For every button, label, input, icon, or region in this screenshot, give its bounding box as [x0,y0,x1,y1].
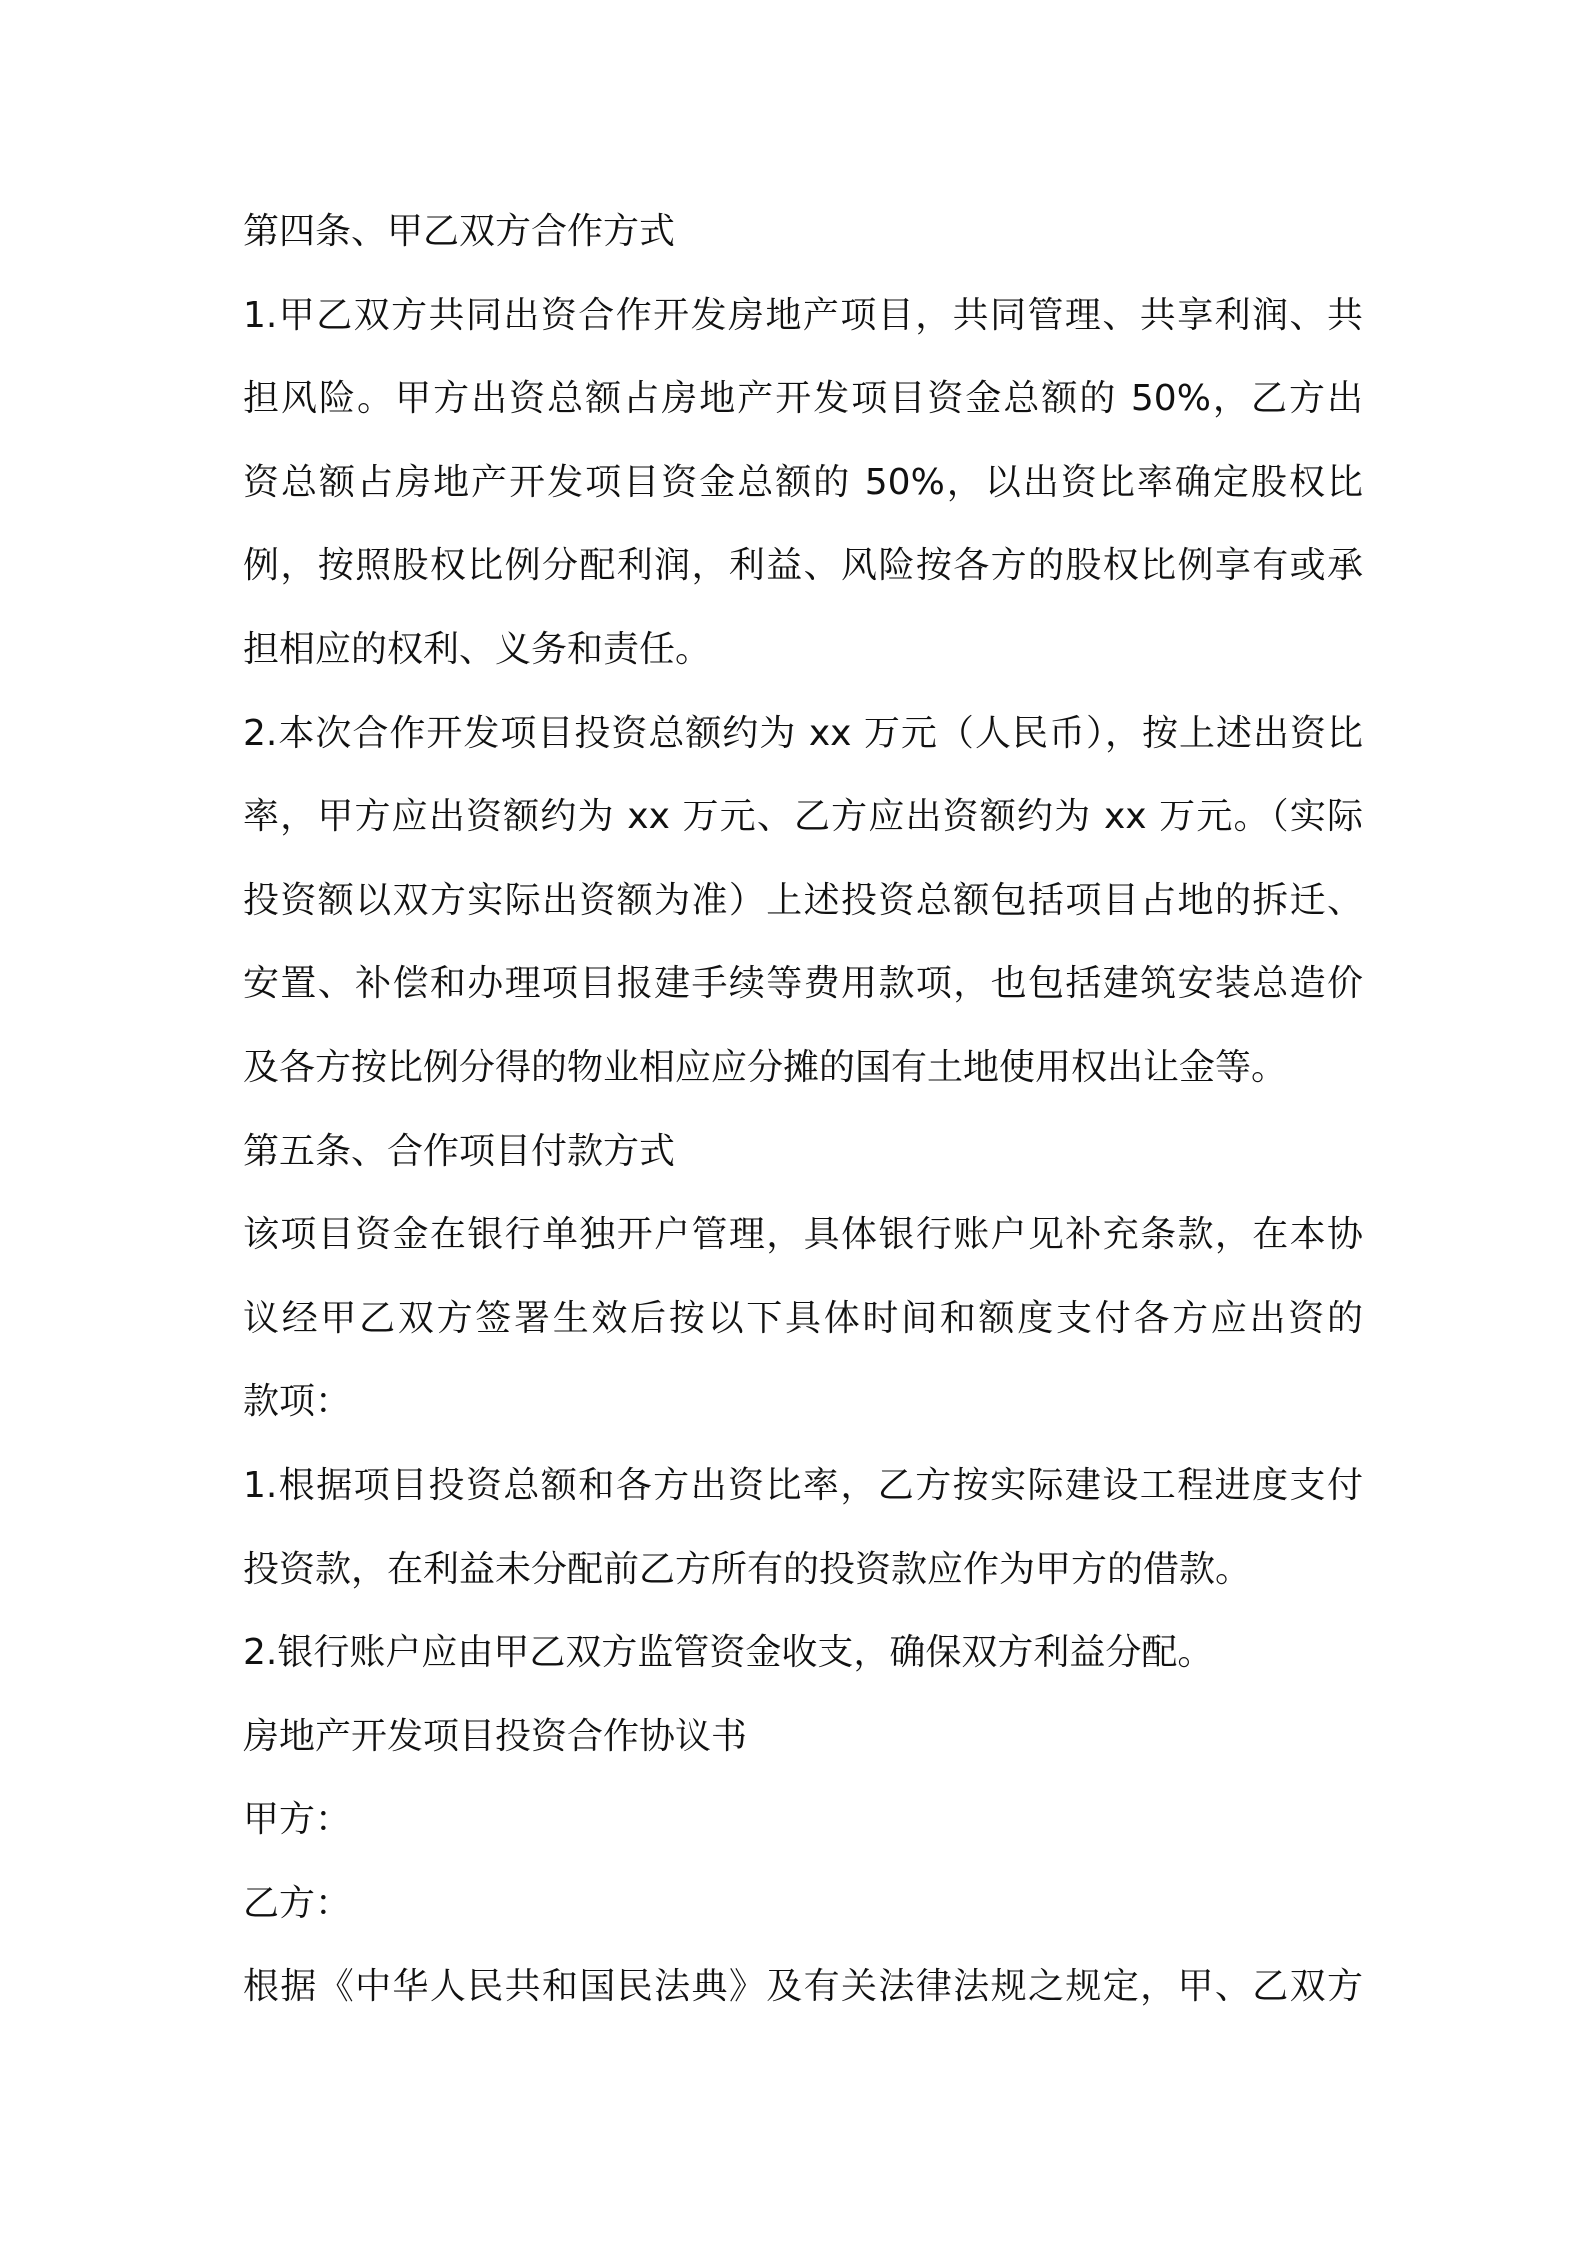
paragraph-line: 1.根据项目投资总额和各方出资比率，乙方按实际建设工程进度支付 [243,1464,1363,1506]
paragraph-line: 2.银行账户应由甲乙双方监管资金收支，确保双方利益分配。 [243,1632,1214,1674]
paragraph-line: 及各方按比例分得的物业相应应分摊的国有土地使用权出让金等。 [243,1046,1288,1088]
paragraph-line: 投资额以双方实际出资额为准）上述投资总额包括项目占地的拆迁、 [243,879,1363,921]
paragraph-line: 款项： [243,1381,352,1423]
paragraph-line: 根据《中华人民共和国民法典》及有关法律法规之规定，甲、乙双方 [243,1966,1363,2008]
paragraph-line: 投资款，在利益未分配前乙方所有的投资款应作为甲方的借款。 [243,1548,1252,1590]
party-b-label: 乙方： [243,1882,352,1924]
paragraph-line: 担风险。甲方出资总额占房地产开发项目资金总额的 50%，乙方出 [243,378,1363,420]
paragraph-line: 该项目资金在银行单独开户管理，具体银行账户见补充条款，在本协 [243,1214,1363,1256]
paragraph-line: 议经甲乙双方签署生效后按以下具体时间和额度支付各方应出资的 [243,1297,1363,1339]
paragraph-line: 担相应的权利、义务和责任。 [243,628,712,670]
document-body [243,190,1363,2029]
paragraph-line: 安置、补偿和办理项目报建手续等费用款项，也包括建筑安装总造价 [243,963,1363,1005]
paragraph-line: 例，按照股权比例分配利润，利益、风险按各方的股权比例享有或承 [243,545,1363,587]
paragraph-line: 1.甲乙双方共同出资合作开发房地产项目，共同管理、共享利润、共 [243,294,1363,336]
party-a-label: 甲方： [243,1799,352,1841]
paragraph-line: 率，甲方应出资额约为 xx 万元、乙方应出资额约为 xx 万元。（实际 [243,796,1363,838]
paragraph-line: 2.本次合作开发项目投资总额约为 xx 万元（人民币），按上述出资比 [243,712,1363,754]
agreement-title: 房地产开发项目投资合作协议书 [243,1715,748,1757]
article-5-heading: 第五条、合作项目付款方式 [243,1130,676,1172]
article-4-heading: 第四条、甲乙双方合作方式 [243,211,676,252]
paragraph-line: 资总额占房地产开发项目资金总额的 50%，以出资比率确定股权比 [243,461,1363,503]
